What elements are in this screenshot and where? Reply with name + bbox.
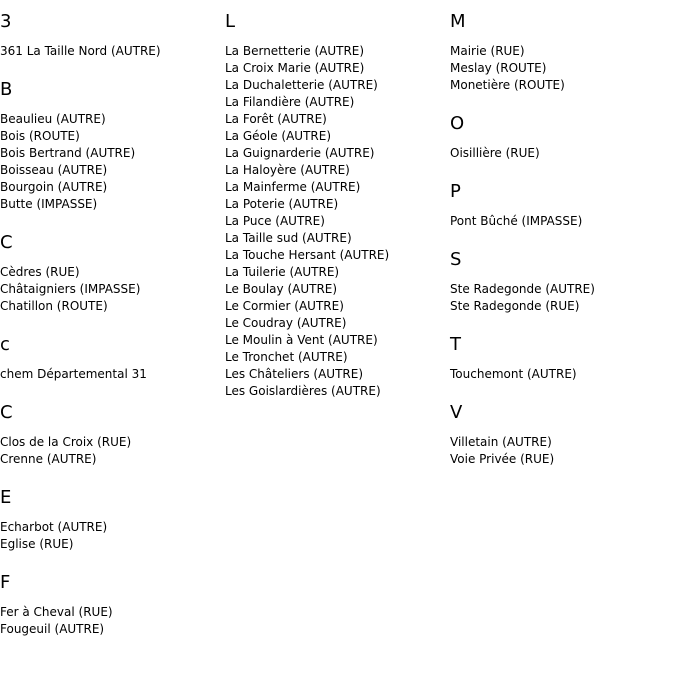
letter-group	[450, 333, 672, 383]
letter-heading: 3	[0, 11, 12, 32]
street-entry: Eglise (RUE)	[0, 537, 74, 551]
street-entry: Clos de la Croix (RUE)	[0, 435, 132, 449]
letter-group	[450, 401, 672, 468]
letter-group	[450, 180, 672, 230]
street-entry: La Tuilerie (AUTRE)	[225, 265, 340, 279]
letter-heading: B	[0, 79, 13, 100]
letter-group	[0, 231, 222, 315]
street-list	[0, 111, 222, 213]
index-column	[0, 10, 222, 656]
street-entry: La Duchaletterie (AUTRE)	[225, 78, 378, 92]
street-entry: Crenne (AUTRE)	[0, 452, 97, 466]
street-entry: La Guignarderie (AUTRE)	[225, 146, 375, 160]
street-list	[450, 145, 672, 162]
letter-heading: c	[0, 334, 10, 355]
street-list	[0, 43, 222, 60]
street-list	[450, 281, 672, 315]
letter-group	[450, 10, 672, 94]
letter-group	[0, 333, 222, 383]
street-entry: Mairie (RUE)	[450, 44, 525, 58]
street-entry: Châtaigniers (IMPASSE)	[0, 282, 141, 296]
street-entry: Le Tronchet (AUTRE)	[225, 350, 348, 364]
index-column	[450, 10, 672, 486]
street-entry: La Géole (AUTRE)	[225, 129, 332, 143]
street-entry: Bourgoin (AUTRE)	[0, 180, 108, 194]
street-list	[450, 213, 672, 230]
letter-heading: L	[225, 11, 236, 32]
street-entry: Villetain (AUTRE)	[450, 435, 552, 449]
street-entry: Butte (IMPASSE)	[0, 197, 98, 211]
street-entry: Touchemont (AUTRE)	[450, 367, 577, 381]
street-list	[450, 434, 672, 468]
street-entry: Bois (ROUTE)	[0, 129, 80, 143]
street-entry: Le Cormier (AUTRE)	[225, 299, 344, 313]
street-entry: La Bernetterie (AUTRE)	[225, 44, 365, 58]
letter-heading: P	[450, 181, 461, 202]
letter-group	[225, 10, 447, 400]
street-entry: Le Coudray (AUTRE)	[225, 316, 347, 330]
street-entry: Fer à Cheval (RUE)	[0, 605, 113, 619]
street-entry: Cèdres (RUE)	[0, 265, 80, 279]
street-entry: Echarbot (AUTRE)	[0, 520, 108, 534]
street-entry: La Puce (AUTRE)	[225, 214, 325, 228]
street-entry: Les Châteliers (AUTRE)	[225, 367, 364, 381]
letter-group	[0, 486, 222, 553]
letter-group	[0, 78, 222, 213]
street-entry: La Poterie (AUTRE)	[225, 197, 339, 211]
street-entry: La Mainferme (AUTRE)	[225, 180, 361, 194]
street-entry: 361 La Taille Nord (AUTRE)	[0, 44, 161, 58]
street-entry: La Croix Marie (AUTRE)	[225, 61, 365, 75]
letter-group	[0, 401, 222, 468]
street-list	[0, 604, 222, 638]
street-list	[0, 434, 222, 468]
street-entry: Pont Bûché (IMPASSE)	[450, 214, 583, 228]
street-entry: La Filandière (AUTRE)	[225, 95, 355, 109]
street-entry: Oisillière (RUE)	[450, 146, 540, 160]
index-column	[225, 10, 447, 418]
street-entry: Boisseau (AUTRE)	[0, 163, 108, 177]
letter-heading: S	[450, 249, 462, 270]
letter-group	[450, 112, 672, 162]
letter-heading: E	[0, 487, 12, 508]
street-list	[0, 519, 222, 553]
street-entry: Fougeuil (AUTRE)	[0, 622, 105, 636]
street-entry: Le Moulin à Vent (AUTRE)	[225, 333, 378, 347]
letter-heading: O	[450, 113, 465, 134]
letter-heading: F	[0, 572, 11, 593]
street-list	[450, 366, 672, 383]
street-list	[450, 43, 672, 94]
street-entry: La Taille sud (AUTRE)	[225, 231, 352, 245]
letter-group	[450, 248, 672, 315]
letter-group	[0, 10, 222, 60]
street-entry: Le Boulay (AUTRE)	[225, 282, 338, 296]
letter-heading: T	[450, 334, 461, 355]
street-entry: Ste Radegonde (RUE)	[450, 299, 580, 313]
street-list	[225, 43, 447, 400]
street-entry: chem Départemental 31	[0, 367, 147, 381]
street-entry: Meslay (ROUTE)	[450, 61, 547, 75]
street-entry: Chatillon (ROUTE)	[0, 299, 108, 313]
street-entry: Monetière (ROUTE)	[450, 78, 565, 92]
street-entry: Voie Privée (RUE)	[450, 452, 555, 466]
street-list	[0, 366, 222, 383]
street-entry: Les Goislardières (AUTRE)	[225, 384, 381, 398]
letter-heading: V	[450, 402, 463, 423]
letter-group	[0, 571, 222, 638]
street-entry: La Forêt (AUTRE)	[225, 112, 327, 126]
letter-heading: C	[0, 402, 13, 423]
street-entry: Bois Bertrand (AUTRE)	[0, 146, 136, 160]
letter-heading: M	[450, 11, 466, 32]
street-entry: Ste Radegonde (AUTRE)	[450, 282, 595, 296]
street-entry: La Touche Hersant (AUTRE)	[225, 248, 390, 262]
street-entry: Beaulieu (AUTRE)	[0, 112, 106, 126]
street-list	[0, 264, 222, 315]
letter-heading: C	[0, 232, 13, 253]
street-entry: La Haloyère (AUTRE)	[225, 163, 350, 177]
